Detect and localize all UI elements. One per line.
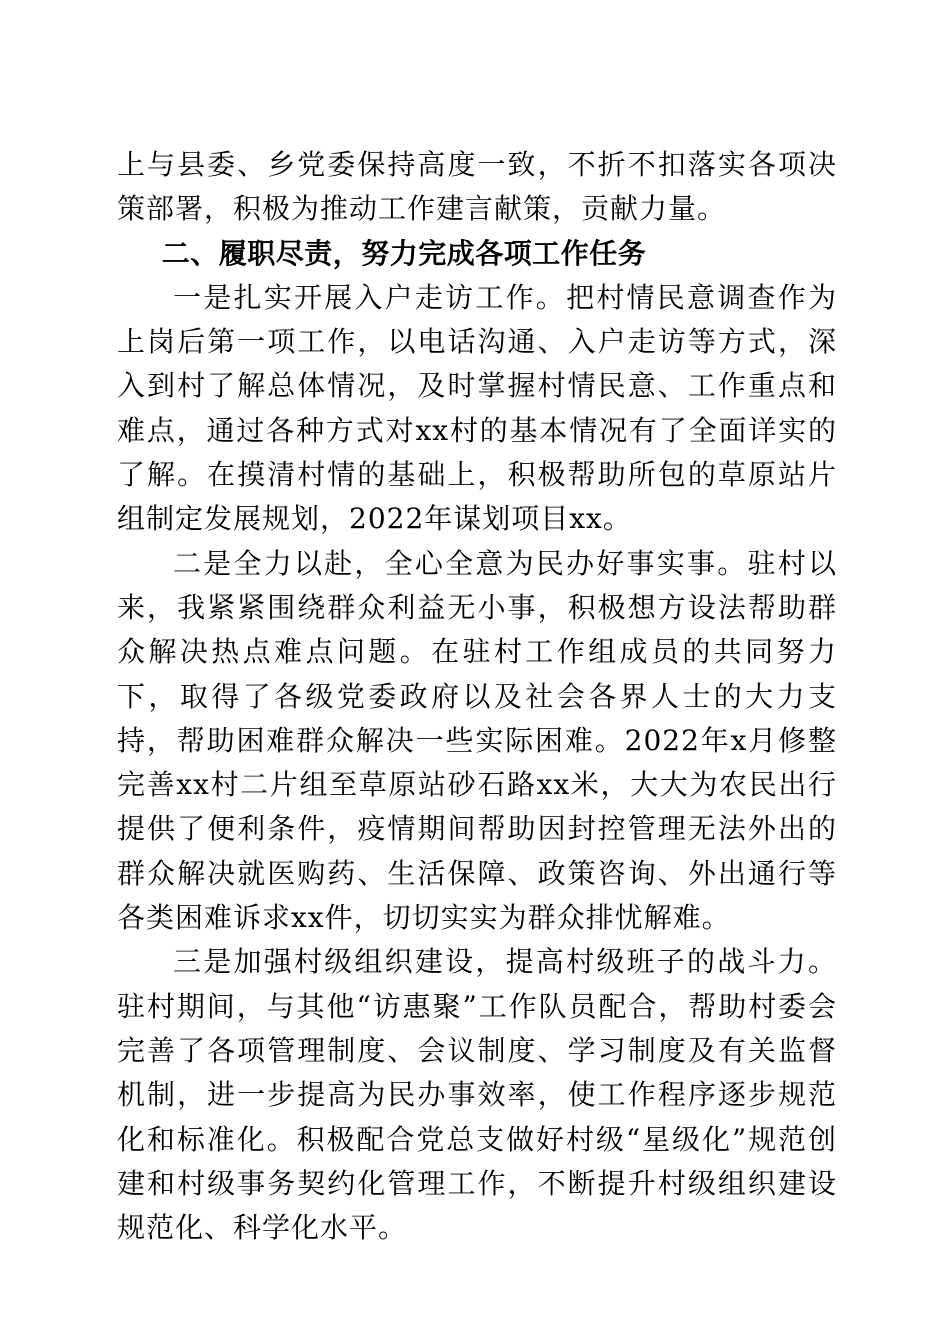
paragraph-2-body: 驻村以来，我紧紧围绕群众利益无小事，积极想方设法帮助群众解决热点难点问题。在驻村工作组成员的共同努力下，取得了各级党委政府以及社会各界人士的大力支持，帮助困难群众解决一些实际困难。2022年x月修整完善xx村二片组至草原站砂石路xx米，大大为农民出行提供了便利条件，疫情期间帮助因封控管理无法外出的群众解决就医购药、生活保障、政策咨询、外出通行等各类困难诉求xx件，切切实实为群众排忧解难。 [117,546,837,935]
paragraph-3-lead: 三是加强村级组织建设，提高村级班子的战斗力。 [173,945,837,979]
paragraph-1-lead: 一是扎实开展入户走访工作。 [173,280,567,314]
paragraph-3-body: 驻村期间，与其他“访惠聚”工作队员配合，帮助村委会完善了各项管理制度、会议制度、学习制度及有关监督机制，进一步提高为民办事效率，使工作程序逐步规范化和标准化。积极配合党总支做好村级“星级化”规范创建和村级事务契约化管理工作，不断提升村级组织建设规范化、科学化水平。 [117,989,837,1245]
paragraph-2-lead: 二是全力以赴，全心全意为民办好事实事。 [173,546,748,580]
section-heading: 二、履职尽责，努力完成各项工作任务 [161,236,647,270]
paragraph-3 [117,940,837,1250]
document-page [117,143,837,1250]
paragraph-1 [117,276,837,542]
paragraph-2 [117,542,837,941]
paragraph-1-body: 把村情民意调查作为上岗后第一项工作，以电话沟通、入户走访等方式，深入到村了解总体情况，及时掌握村情民意、工作重点和难点，通过各种方式对xx村的基本情况有了全面详实的了解。在摸清村情的基础上，积极帮助所包的草原站片组制定发展规划，2022年谋划项目xx。 [117,280,837,536]
continuation-paragraph: 上与县委、乡党委保持高度一致，不折不扣落实各项决策部署，积极为推动工作建言献策，贡献力量。 [117,148,837,226]
